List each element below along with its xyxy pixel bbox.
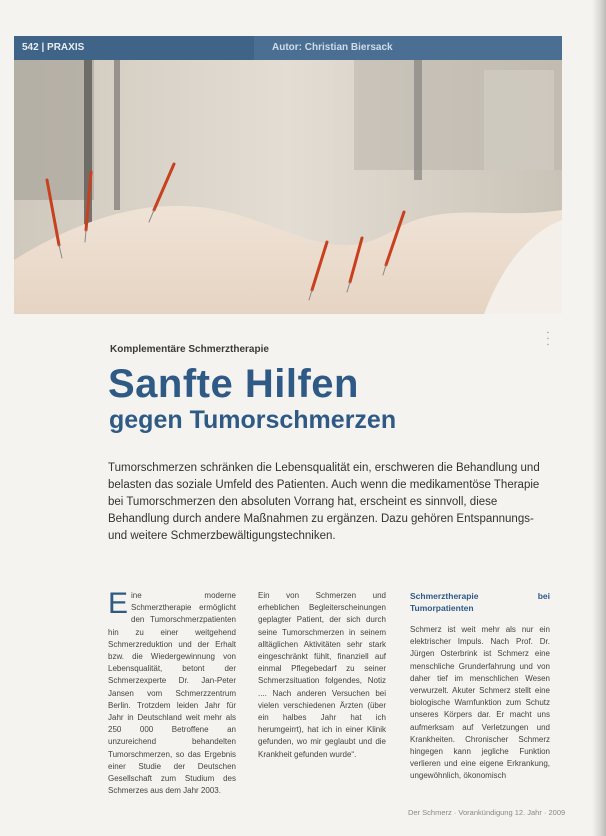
column-3 bbox=[410, 590, 550, 783]
photo-credit-mark: ▪ ▪ ▪ bbox=[547, 330, 549, 348]
page-edge-shadow bbox=[592, 0, 606, 836]
article-subtitle: gegen Tumorschmerzen bbox=[109, 406, 397, 434]
acupuncture-photo bbox=[14, 60, 562, 314]
column-1-text: ine moderne Schmerztherapie ermöglicht den Tumorschmerzpatienten hin zu einer weitgehend Schmerzreduktion und der Erhalt bzw. die Wiedergewinnung von Lebensqualität, betont der Schmerzexperte Dr. Jan-Peter Jansen vom Schmerzzentrum Berlin. Trotzdem leiden Jahr für Jahr in Deutschland weit mehr als 250 000 Betroffene an unzureichend behandelten Tumorschmerzen, so das Ergebnis einer Studie der Deutschen Gesellschaft zum Studium des Schmerzes aus dem Jahr 2003. bbox=[108, 591, 236, 796]
header-bar bbox=[14, 36, 562, 60]
article-kicker: Komplementäre Schmerztherapie bbox=[110, 344, 269, 355]
author-label: Autor: Christian Biersack bbox=[272, 42, 393, 53]
drop-cap: E bbox=[108, 587, 129, 620]
section-label: 542 | PRAXIS bbox=[14, 36, 254, 60]
article-lead: Tumorschmerzen schränken die Lebensqualität ein, erschweren die Behandlung und belasten das soziale Umfeld des Patienten. Auch wenn die medikamentöse Therapie bei Tumorschmerzen den absoluten Vorrang hat, erscheint es sinnvoll, diese Behandlung durch andere Maßnahmen zu ergänzen. Dazu gehören Entspannungs- und weitere Schmerzbewältigungstechniken. bbox=[108, 462, 540, 542]
photo-illustration bbox=[14, 60, 562, 314]
page-footer: Der Schmerz · Vorankündigung 12. Jahr · 2009 bbox=[408, 808, 566, 817]
column-2 bbox=[258, 590, 386, 761]
column-3-heading: Schmerztherapie bei Tumorpatienten bbox=[410, 591, 550, 613]
column-2-text: Ein von Schmerzen und erheblichen Begleiterscheinungen geplagter Patient, der sich durch seine Tumorschmerzen in seinem alltäglichen Aktivitäten sehr stark eingeschränkt fühlt, finanziell auf einmal Pflegebedarf zu seiner Schmerzsituation folgendes, Notiz .... Nach anderen Versuchen bei vielen verschiedenen Ärzten (über ein halbes Jahr hat ich herumgeirrt), hat ich in einer Klinik gefunden, wo mir geglaubt und die Krankheit gefunden wurde“. bbox=[258, 591, 386, 759]
article-title: Sanfte Hilfen bbox=[108, 362, 359, 406]
column-3-text: Schmerz ist weit mehr als nur ein elektrischer Impuls. Nach Prof. Dr. Jürgen Osterbrink ist Schmerz eine menschliche Grunderfahrung und von daher tief im menschlichen Wesen verwurzelt. Akuter Schmerz stellt eine biologische Warnfunktion zum Schutz unseres Körpers dar. Er macht uns aufmerksam auf Verletzungen und Krankheiten. Chronischer Schmerz hingegen kann jegliche Funktion verlieren und eine eigene Erkrankung, ungewöhnlich, ökonomisch bbox=[410, 625, 550, 781]
column-1 bbox=[108, 587, 236, 797]
